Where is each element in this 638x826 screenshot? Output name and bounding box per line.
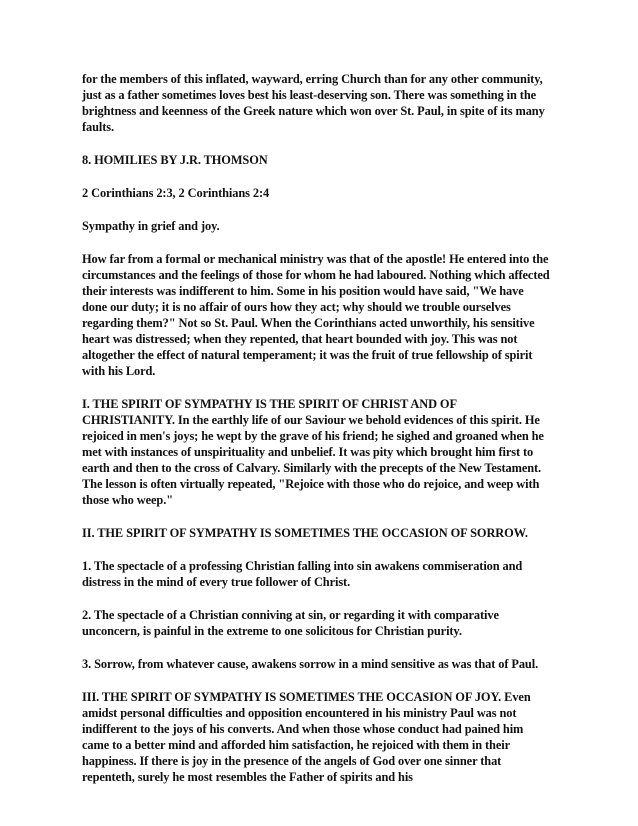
paragraph-subpoint-3: 3. Sorrow, from whatever cause, awakens sorrow in a mind sensitive as was that of Paul. — [82, 657, 539, 671]
paragraph-subpoint-2: 2. The spectacle of a Christian conniving at sin, or regarding it with comparative unconcern, is painful in the extreme to one solicitous for Christian purity. — [82, 608, 499, 638]
paragraph-continuation: for the members of this inflated, wayward, erring Church than for any other community, just as a father sometimes loves best his least-deserving son. There was something in the brightness and keenness of the Greek nature which won over St. Paul, in spite of its many faults. — [82, 72, 545, 134]
paragraph-subpoint-1: 1. The spectacle of a professing Christian falling into sin awakens commiseration and distress in the mind of every true follower of Christ. — [82, 559, 523, 589]
paragraph-point-1: I. THE SPIRIT OF SYMPATHY IS THE SPIRIT OF CHRIST AND OF CHRISTIANITY. In the earthly life of our Saviour we behold evidences of this spirit. He rejoiced in men's joys; he wept by the grave of his friend; he sighed and groaned when he met with instances of unspirituality and unbelief. It was pity which brought him first to earth and then to the cross of Calvary. Similarly with the precepts of the New Testament. The lesson is often virtually repeated, "Rejoice with those who do rejoice, and weep with those who weep." — [82, 397, 544, 507]
paragraph-intro: How far from a formal or mechanical ministry was that of the apostle! He entered into the circumstances and the feelings of those for whom he had laboured. Nothing which affected their interests was indifferent to him. Some in his position would have said, "We have done our duty; it is no affair of ours how they act; why should we trouble ourselves regarding them?" Not so St. Paul. When the Corinthians acted unworthily, his sensitive heart was distressed; when they repented, that heart bounded with joy. This was not altogether the effect of natural temperament; it was the fruit of true fellowship of spirit with his Lord. — [82, 252, 550, 378]
section-heading: 8. HOMILIES BY J.R. THOMSON — [82, 153, 268, 167]
paragraph-point-2: II. THE SPIRIT OF SYMPATHY IS SOMETIMES THE OCCASION OF SORROW. — [82, 526, 528, 540]
homily-title: Sympathy in grief and joy. — [82, 219, 220, 233]
document-page — [82, 71, 550, 802]
paragraph-point-3: III. THE SPIRIT OF SYMPATHY IS SOMETIMES THE OCCASION OF JOY. Even amidst personal difficulties and opposition encountered in his ministry Paul was not indifferent to the joys of his converts. And when those whose conduct had pained him came to a better mind and afforded him satisfaction, he rejoiced with them in their happiness. If there is joy in the presence of the angels of God over one sinner that repenteth, surely he most resembles the Father of spirits and his — [82, 690, 531, 784]
scripture-reference: 2 Corinthians 2:3, 2 Corinthians 2:4 — [82, 186, 270, 200]
